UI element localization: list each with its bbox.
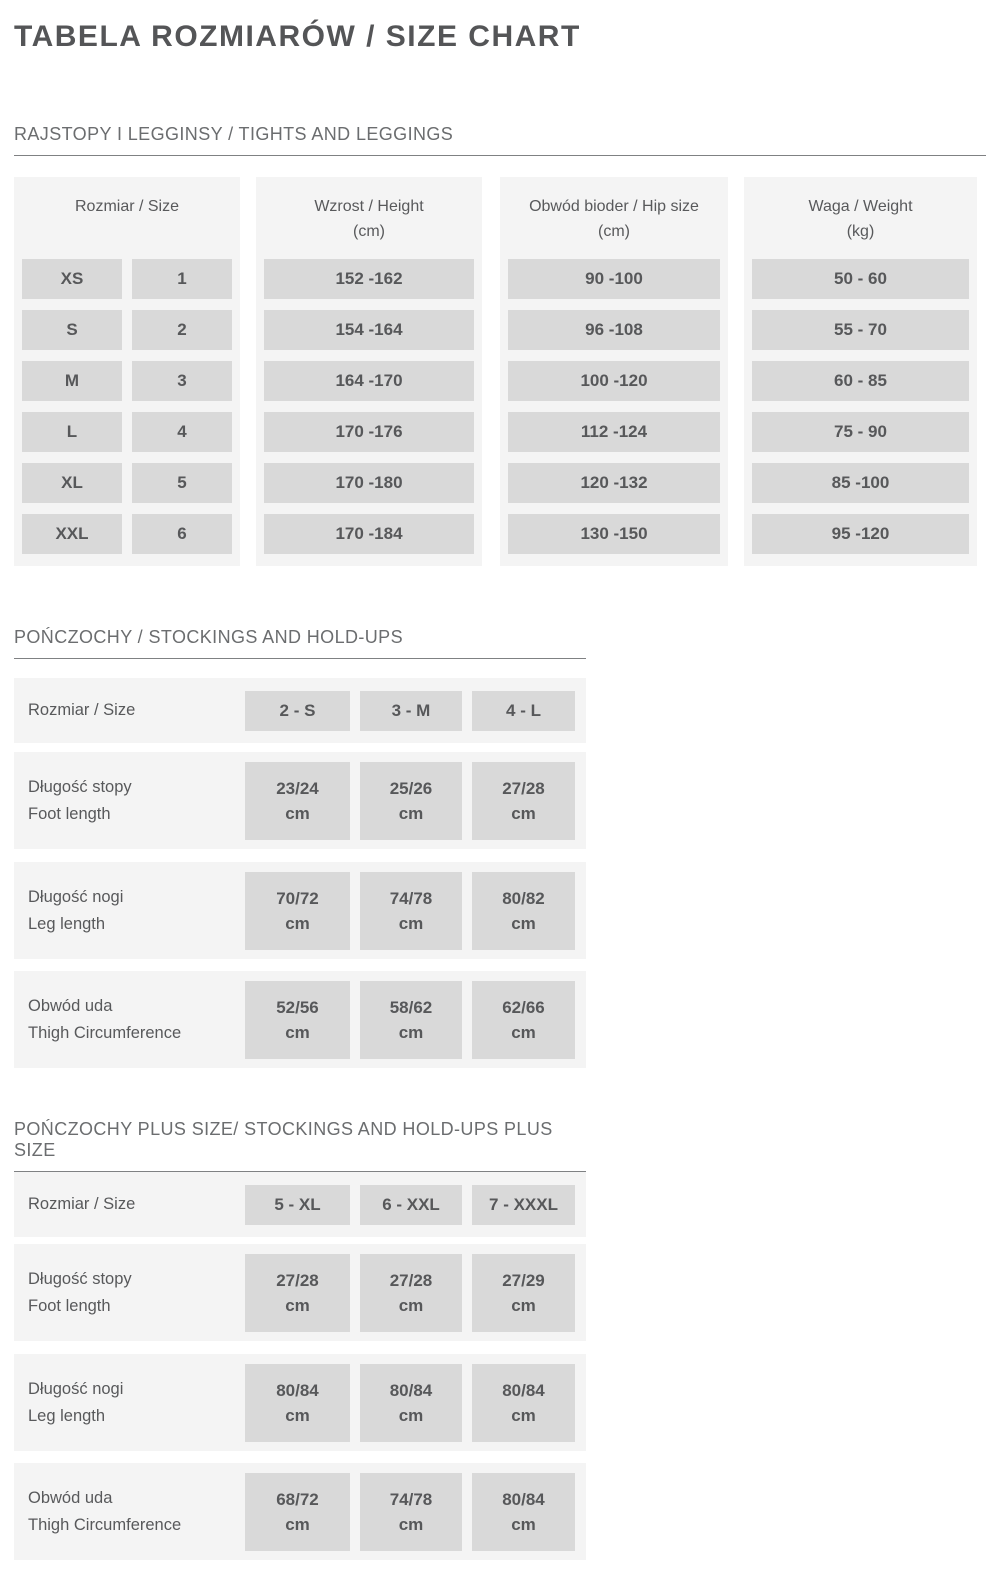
hip-cell: 130 -150 [508, 514, 720, 554]
table-row [22, 412, 232, 452]
value-cell: 74/78 cm [360, 872, 462, 950]
table-row [752, 463, 969, 503]
table-row [264, 310, 474, 350]
table-row [22, 463, 232, 503]
value-cell: 74/78 cm [360, 1473, 462, 1551]
value-cell: 70/72 cm [245, 872, 350, 950]
table-row [264, 463, 474, 503]
table-row [508, 259, 720, 299]
value-cell: 80/84 cm [472, 1364, 575, 1442]
hip-cell: 112 -124 [508, 412, 720, 452]
height-cell: 170 -176 [264, 412, 474, 452]
value-cell: 23/24 cm [245, 762, 350, 840]
table-row [508, 514, 720, 554]
column-header-unit: (cm) [598, 223, 630, 240]
table-row [22, 361, 232, 401]
table-row [752, 259, 969, 299]
table-row [752, 412, 969, 452]
stockings-size-table [14, 678, 586, 1068]
size-cell: 6 - XXL [360, 1185, 462, 1225]
value-cell: 58/62 cm [360, 981, 462, 1059]
stockings-plus-size-table [14, 1172, 586, 1560]
value-cell: 27/28 cm [245, 1254, 350, 1332]
page-title: TABELA ROZMIARÓW / SIZE CHART [14, 20, 581, 53]
value-cell: 27/28 cm [472, 762, 575, 840]
column-header-unit: (kg) [846, 223, 875, 240]
value-cell: 80/84 cm [360, 1364, 462, 1442]
value-cell: 25/26 cm [360, 762, 462, 840]
size-cell: 4 - L [472, 691, 575, 731]
column-panel-hip [500, 177, 728, 566]
size-number-cell: 2 [132, 310, 232, 350]
value-cell: 27/29 cm [472, 1254, 575, 1332]
weight-cell: 85 -100 [752, 463, 969, 503]
size-cell: XL [22, 463, 122, 503]
size-number-cell: 4 [132, 412, 232, 452]
row-label: Rozmiar / Size [28, 1195, 136, 1213]
section-heading-stockings: POŃCZOCHY / STOCKINGS AND HOLD-UPS [14, 627, 586, 659]
size-cell: 2 - S [245, 691, 350, 731]
height-cell: 164 -170 [264, 361, 474, 401]
size-cell: 5 - XL [245, 1185, 350, 1225]
table-row [264, 412, 474, 452]
table-row [752, 514, 969, 554]
column-panel-weight [744, 177, 977, 566]
hip-cell: 90 -100 [508, 259, 720, 299]
table-row [752, 310, 969, 350]
column-header-hip: Obwód bioder / Hip size (cm) [508, 177, 720, 259]
size-cell: 7 - XXXL [472, 1185, 575, 1225]
column-header-size: Rozmiar / Size [74, 198, 180, 215]
row-label: Długość stopy Foot length [28, 1269, 132, 1315]
value-cell: 80/84 cm [245, 1364, 350, 1442]
size-cell: XS [22, 259, 122, 299]
table-row [508, 361, 720, 401]
value-cell: 68/72 cm [245, 1473, 350, 1551]
column-panel-size [14, 177, 240, 566]
tights-size-table [14, 177, 977, 566]
thigh-circumference-row [14, 1463, 586, 1560]
hip-cell: 120 -132 [508, 463, 720, 503]
weight-cell: 75 - 90 [752, 412, 969, 452]
table-row [752, 361, 969, 401]
weight-cell: 60 - 85 [752, 361, 969, 401]
column-header-weight: Waga / Weight (kg) [752, 177, 969, 259]
hip-cell: 100 -120 [508, 361, 720, 401]
thigh-circumference-row [14, 971, 586, 1068]
section-heading-stockings-plus: POŃCZOCHY PLUS SIZE/ STOCKINGS AND HOLD-UPS PLUS SIZE [14, 1119, 586, 1172]
table-row [264, 259, 474, 299]
hip-cell: 96 -108 [508, 310, 720, 350]
foot-length-row [14, 1244, 586, 1341]
height-cell: 170 -180 [264, 463, 474, 503]
weight-cell: 50 - 60 [752, 259, 969, 299]
value-cell: 27/28 cm [360, 1254, 462, 1332]
row-label: Długość nogi Leg length [28, 887, 124, 933]
value-cell: 62/66 cm [472, 981, 575, 1059]
row-label: Rozmiar / Size [28, 701, 136, 719]
table-row [508, 412, 720, 452]
leg-length-row [14, 862, 586, 959]
size-cell: M [22, 361, 122, 401]
table-row [264, 514, 474, 554]
size-cell: XXL [22, 514, 122, 554]
row-label: Obwód uda Thigh Circumference [28, 996, 182, 1042]
size-cell: L [22, 412, 122, 452]
size-cell: S [22, 310, 122, 350]
column-panel-height [256, 177, 482, 566]
size-cell: 3 - M [360, 691, 462, 731]
table-row [264, 361, 474, 401]
value-cell: 52/56 cm [245, 981, 350, 1059]
weight-cell: 95 -120 [752, 514, 969, 554]
leg-length-row [14, 1354, 586, 1451]
column-header-height: Wzrost / Height (cm) [264, 177, 474, 259]
table-row [22, 259, 232, 299]
value-cell: 80/82 cm [472, 872, 575, 950]
section-heading-tights: RAJSTOPY I LEGGINSY / TIGHTS AND LEGGINGS [14, 124, 986, 156]
foot-length-row [14, 752, 586, 849]
size-number-cell: 1 [132, 259, 232, 299]
size-number-cell: 3 [132, 361, 232, 401]
size-row [14, 678, 586, 743]
height-cell: 154 -164 [264, 310, 474, 350]
table-row [22, 310, 232, 350]
height-cell: 170 -184 [264, 514, 474, 554]
size-number-cell: 5 [132, 463, 232, 503]
row-label: Długość nogi Leg length [28, 1379, 124, 1425]
row-label: Długość stopy Foot length [28, 777, 132, 823]
size-row [14, 1172, 586, 1237]
row-label: Obwód uda Thigh Circumference [28, 1488, 182, 1534]
weight-cell: 55 - 70 [752, 310, 969, 350]
column-header-unit: (cm) [353, 223, 385, 240]
height-cell: 152 -162 [264, 259, 474, 299]
table-row [508, 310, 720, 350]
value-cell: 80/84 cm [472, 1473, 575, 1551]
size-number-cell: 6 [132, 514, 232, 554]
table-row [508, 463, 720, 503]
table-row [22, 514, 232, 554]
